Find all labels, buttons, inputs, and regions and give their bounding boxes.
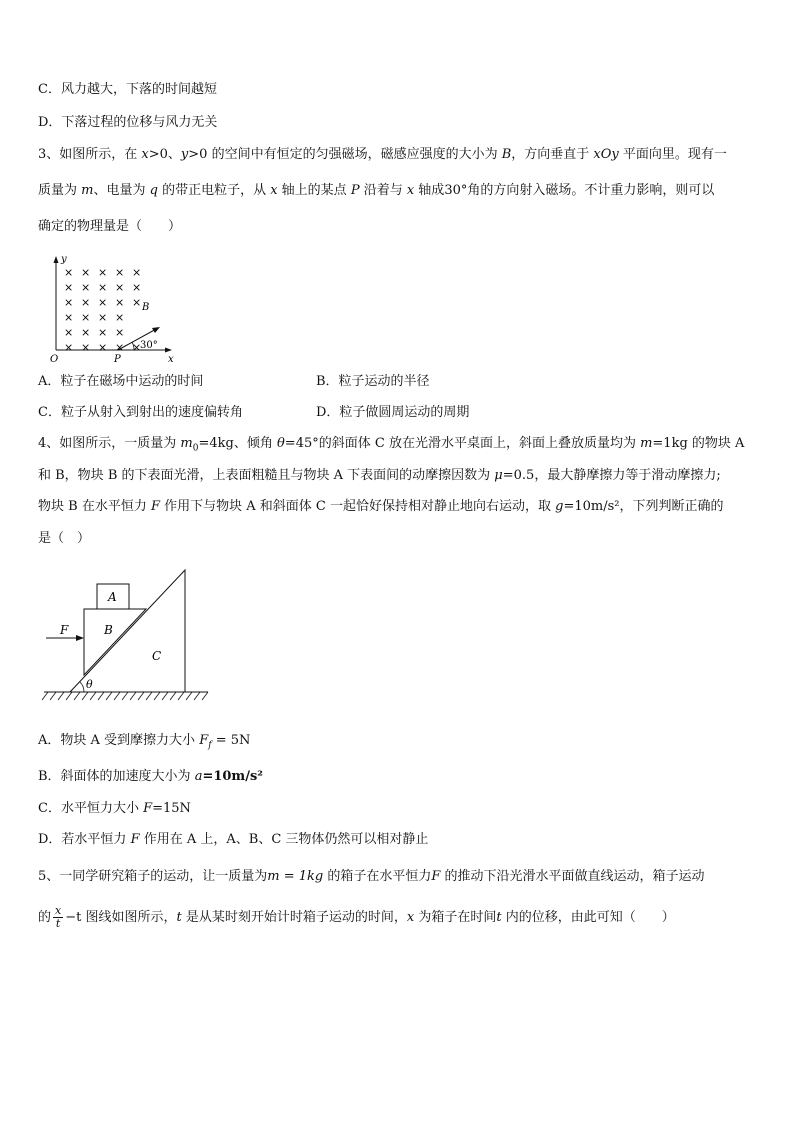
q4-option-d: D．若水平恒力 F 作用在 A 上，A、B、C 三物体仍然可以相对静止 bbox=[38, 832, 429, 847]
q4-incline-figure bbox=[40, 564, 216, 710]
field-cross-icon: × bbox=[132, 296, 142, 309]
q4-option-c: C．水平恒力大小 F=15N bbox=[38, 801, 191, 816]
velocity-arrow-icon bbox=[152, 327, 160, 333]
hatch-mark bbox=[66, 692, 72, 700]
q3-option-a: A．粒子在磁场中运动的时间 bbox=[38, 374, 204, 389]
block-a-label: A bbox=[108, 590, 117, 604]
field-cross-icon: × bbox=[115, 341, 125, 354]
q3-stem-line2: 质量为 m、电量为 q 的带正电粒子，从 x 轴上的某点 P 沿着与 x 轴成30°角的方向射入磁场。不计重力影响，则可以 bbox=[38, 183, 715, 198]
q3-stem-line1: 3、如图所示，在 x>0、y>0 的空间中有恒定的匀强磁场，磁感应强度的大小为 B，方向垂直于 xOy 平面向里。现有一 bbox=[38, 147, 727, 162]
field-cross-icon: × bbox=[132, 341, 142, 354]
field-cross-icon: × bbox=[81, 281, 91, 294]
hatch-mark bbox=[122, 692, 128, 700]
field-cross-icon: × bbox=[81, 266, 91, 279]
hatch-mark bbox=[106, 692, 112, 700]
field-cross-icon: × bbox=[81, 311, 91, 324]
q2-option-d: D．下落过程的位移与风力无关 bbox=[38, 115, 218, 130]
q3-option-d: D．粒子做圆周运动的周期 bbox=[316, 405, 470, 420]
field-cross-icon: × bbox=[98, 266, 108, 279]
hatch-mark bbox=[202, 692, 208, 700]
q3-stem-line3: 确定的物理量是（ ） bbox=[38, 219, 182, 234]
q3-option-b: B．粒子运动的半径 bbox=[316, 374, 430, 389]
field-cross-icon: × bbox=[115, 311, 125, 324]
field-cross-icon: × bbox=[115, 281, 125, 294]
field-cross-icon: × bbox=[64, 296, 74, 309]
field-cross-icon: × bbox=[98, 296, 108, 309]
point-p-label: P bbox=[114, 354, 121, 364]
hatch-mark bbox=[154, 692, 160, 700]
field-b-label: B bbox=[142, 302, 150, 313]
hatch-mark bbox=[194, 692, 200, 700]
hatch-mark bbox=[178, 692, 184, 700]
incline-c-label: C bbox=[152, 649, 162, 663]
field-cross-icon: × bbox=[132, 266, 142, 279]
hatch-mark bbox=[42, 692, 48, 700]
field-crosses bbox=[64, 266, 141, 354]
force-f-label: F bbox=[60, 623, 69, 637]
hatch-mark bbox=[146, 692, 152, 700]
hatch-mark bbox=[138, 692, 144, 700]
q4-option-a: A．物块 A 受到摩擦力大小 $F_f = 5N$ bbox=[38, 733, 251, 751]
incline-c bbox=[70, 570, 185, 692]
q4-option-b: B．斜面体的加速度大小为 a=10m/s² bbox=[38, 769, 263, 784]
field-cross-icon: × bbox=[98, 341, 108, 354]
q3-option-c: C．粒子从射入到射出的速度偏转角 bbox=[38, 405, 243, 420]
theta-label: θ bbox=[86, 678, 93, 691]
field-cross-icon: × bbox=[64, 341, 74, 354]
x-over-t-fraction: $\frac{x}{t}$ bbox=[55, 904, 62, 930]
hatch-mark bbox=[114, 692, 120, 700]
hatch-mark bbox=[130, 692, 136, 700]
field-cross-icon: × bbox=[64, 281, 74, 294]
field-cross-icon: × bbox=[98, 326, 108, 339]
hatch-mark bbox=[50, 692, 56, 700]
x-axis-label: x bbox=[168, 354, 174, 364]
q4-stem-line4: 是（ ） bbox=[38, 531, 91, 546]
field-cross-icon: × bbox=[64, 311, 74, 324]
field-cross-icon: × bbox=[64, 326, 74, 339]
field-cross-icon: × bbox=[115, 266, 125, 279]
field-cross-icon: × bbox=[132, 281, 142, 294]
x-axis-arrow-icon bbox=[165, 348, 172, 353]
origin-label: O bbox=[50, 354, 59, 364]
hatch-mark bbox=[98, 692, 104, 700]
hatch-mark bbox=[58, 692, 64, 700]
y-axis-arrow-icon bbox=[54, 256, 59, 263]
q5-stem-line1: 5、一同学研究箱子的运动，让一质量为m = 1kg 的箱子在水平恒力F 的推动下沿光滑水平面做直线运动，箱子运动 bbox=[38, 869, 705, 884]
hatch-mark bbox=[74, 692, 80, 700]
hatch-mark bbox=[162, 692, 168, 700]
field-cross-icon: × bbox=[81, 296, 91, 309]
q4-stem-line3: 物块 B 在水平恒力 F 作用下与物块 A 和斜面体 C 一起恰好保持相对静止地向右运动，取 g=10m/s²，下列判断正确的 bbox=[38, 499, 724, 514]
hatch-mark bbox=[186, 692, 192, 700]
q2-option-c: C．风力越大，下落的时间越短 bbox=[38, 82, 217, 97]
block-b-label: B bbox=[104, 623, 113, 637]
force-arrow-icon bbox=[76, 635, 84, 641]
hatch-mark bbox=[90, 692, 96, 700]
field-cross-icon: × bbox=[98, 311, 108, 324]
hatch-mark bbox=[170, 692, 176, 700]
field-cross-icon: × bbox=[81, 341, 91, 354]
field-cross-icon: × bbox=[81, 326, 91, 339]
field-cross-icon: × bbox=[115, 326, 125, 339]
field-cross-icon: × bbox=[64, 266, 74, 279]
q4-stem-line1: 4、如图所示，一质量为 $m_0=4kg$、倾角 θ=45°的斜面体 C 放在光滑水平桌面上，斜面上叠放质量均为 m=1kg 的物块 A bbox=[38, 436, 745, 454]
ground-hatching bbox=[42, 692, 208, 700]
angle-label: 30° bbox=[140, 340, 158, 351]
field-cross-icon: × bbox=[115, 296, 125, 309]
q4-stem-line2: 和 B，物块 B 的下表面光滑，上表面粗糙且与物块 A 下表面间的动摩擦因数为 μ=0.5，最大静摩擦力等于滑动摩擦力; bbox=[38, 468, 721, 483]
theta-arc bbox=[80, 682, 84, 692]
q3-magnetic-field-figure bbox=[44, 252, 184, 364]
block-b bbox=[84, 609, 146, 675]
y-axis-label: y bbox=[61, 254, 67, 265]
q5-stem-line2: 的 $\frac{x}{t}$ −t 图线如图所示，t 是从某时刻开始计时箱子运动的时间，x 为箱子在时间t 内的位移，由此可知（ ） bbox=[38, 904, 675, 930]
hatch-mark bbox=[82, 692, 88, 700]
field-cross-icon: × bbox=[98, 281, 108, 294]
